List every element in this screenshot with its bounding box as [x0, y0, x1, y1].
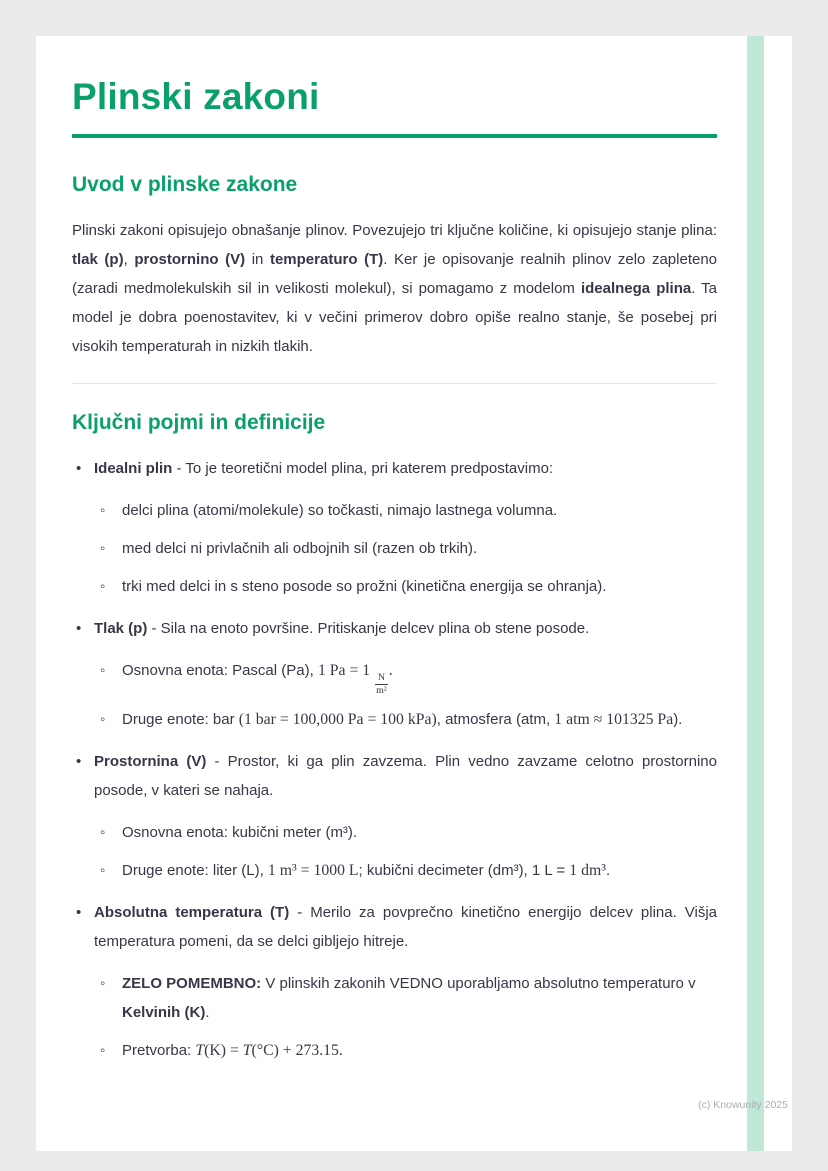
list-item-text: Idealni plin - To je teoretični model plina, pri katerem predpostavimo:: [94, 460, 554, 477]
sub-list-item: [94, 705, 717, 734]
sub-list-item-text: Druge enote: bar (1 bar = 100,000 Pa = 100 kPa), atmosfera (atm, 1 atm ≈ 101325 Pa).: [122, 711, 683, 729]
sub-list-item: [94, 656, 717, 696]
page-title: Plinski zakoni: [72, 76, 320, 117]
sub-list-item-text: Osnovna enota: Pascal (Pa), 1 Pa = 1 $\frac{N}{\text{m²}}$ .: [122, 662, 393, 696]
sub-list: [94, 496, 717, 601]
section-heading-definitions: Ključni pojmi in definicije: [72, 411, 326, 434]
sub-list-item: [94, 534, 717, 563]
sub-list-item-text: med delci ni privlačnih ali odbojnih sil (razen ob trkih).: [122, 540, 478, 557]
page-content: [36, 36, 792, 1065]
document-page: [36, 36, 792, 1151]
list-item-text: Tlak (p) - Sila na enoto površine. Pritiskanje delcev plina ob stene posode.: [94, 620, 590, 637]
title-rule: [72, 134, 717, 138]
sub-list-item-text: Osnovna enota: kubični meter (m³).: [122, 824, 358, 842]
sub-list-item: [94, 818, 717, 847]
section-heading-intro: Uvod v plinske zakone: [72, 173, 298, 196]
sub-list-item-text: ZELO POMEMBNO: V plinskih zakonih VEDNO uporabljamo absolutno temperaturo v Kelvinih (K).: [122, 975, 696, 1022]
list-item-tlak: [72, 614, 717, 734]
list-item-prostornina: [72, 747, 717, 885]
intro-paragraph: Plinski zakoni opisujejo obnašanje plinov. Povezujejo tri ključne količine, ki opisujejo stanje plina: tlak (p), prostornino (V) in temperaturo (T). Ker je opisovanje realnih plinov zelo zapleteno (zaradi medmolekulskih sil in velikosti molekul), si pomagamo z modelom idealnega plina. Ta model je dobra poenostavitev, ki v večini primerov dobro opiše realno stanje, še posebej pri visokih temperaturah in nizkih tlakih.: [72, 222, 718, 355]
copyright-note: (c) Knowunity 2025: [698, 1099, 788, 1111]
sub-list-item: [94, 1036, 717, 1065]
sub-list-item: [94, 496, 717, 525]
sub-list-item-text: Pretvorba: T(K) = T(°C) + 273.15.: [122, 1042, 343, 1060]
list-item-idealni-plin: [72, 454, 717, 601]
sub-list-item-text: delci plina (atomi/molekule) so točkasti, nimajo lastnega volumna.: [122, 502, 558, 519]
section-divider: [72, 383, 717, 384]
list-item-text: Absolutna temperatura (T) - Merilo za povprečno kinetično energijo delcev plina. Višja temperatura pomeni, da se delci gibljejo hitreje.: [94, 904, 717, 951]
sub-list: [94, 818, 717, 885]
sub-list-item: [94, 969, 717, 1027]
list-item-absolutna-temperatura: [72, 898, 717, 1065]
sub-list: [94, 969, 717, 1065]
sub-list-item: [94, 572, 717, 601]
sub-list-item-text: trki med delci in s steno posode so prožni (kinetična energija se ohranja).: [122, 578, 607, 595]
definitions-list: [72, 454, 717, 1065]
sub-list-item: [94, 856, 717, 885]
sub-list: [94, 656, 717, 734]
sub-list-item-text: Druge enote: liter (L), 1 m³ = 1000 L; kubični decimeter (dm³), 1 L = 1 dm³.: [122, 862, 611, 880]
list-item-text: Prostornina (V) - Prostor, ki ga plin zavzema. Plin vedno zavzame celotno prostornino posode, v kateri se nahaja.: [94, 753, 717, 800]
